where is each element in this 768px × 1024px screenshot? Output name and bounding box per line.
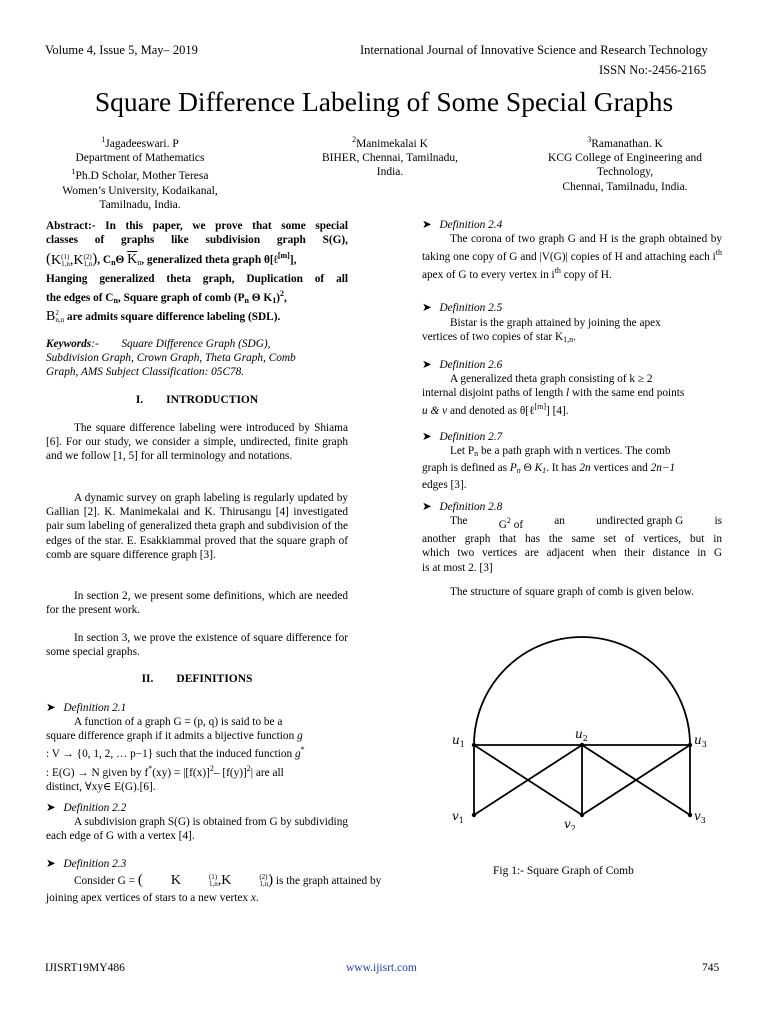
paper-title: Square Difference Labeling of Some Special Graphs [94, 86, 674, 117]
definition-2-8-label: ➤ Definition 2.8 [422, 501, 503, 513]
keywords: Keywords:- Square Difference Graph (SDG), Subdivision Graph, Crown Graph, Theta Graph, Comb Graph, AMS Subject Classification: 05C78. [46, 338, 296, 379]
intro-paragraph-3: In section 2, we present some definitions, which are needed for the present work. [46, 590, 348, 617]
intro-heading: I. INTRODUCTION [135, 394, 259, 406]
vertex-v3 [688, 813, 692, 817]
square-graph-of-comb-figure [440, 630, 720, 830]
definition-2-1-text: A function of a graph G = (p, q) is said to be a square difference graph if it admits a bijective function g : V → {0, 1, 2, … p−1} such that the induced function g* : E(G) → N given by $f^*(xy) = |[f(x)]^2-$ $[f(y)]^2|$ are all distinct, ∀xy∈ E(G).[6]. [46, 716, 305, 793]
author-3: $^3$Ramanathan. K KCG College of Engineering and Technology, Chennai, Tamilnadu, India. [548, 135, 702, 193]
vertex-label-v2: $v_2$ [564, 817, 576, 830]
definition-2-3-text: Consider G = ( K (1) 1,n ,K (2) 1,n ) is the graph attained by joining apex vertices of stars to a new vertex x. [46, 872, 382, 905]
structure-sentence: The structure of square graph of comb is given below. [450, 586, 694, 598]
definition-2-7-text: Let $P_n$ be a path graph with n vertices. The comb graph is defined as $P_n$ Θ $K_1$. It has 2n vertices and 2n−1 edges [3]. [422, 445, 676, 492]
vertex-u1 [472, 743, 476, 747]
footer-id: IJISRT19MY486 [45, 962, 125, 974]
figure-edges [474, 745, 690, 815]
definition-2-1-label: ➤ Definition 2.1 [46, 702, 127, 714]
vertex-label-u3: $u_3$ [694, 733, 707, 749]
vertex-u2 [580, 743, 584, 747]
vertex-v1 [472, 813, 476, 817]
definition-2-2-text: A subdivision graph S(G) is obtained from G by subdividing each edge of G with a vertex [4]. [46, 816, 348, 843]
definition-2-5-text: Bistar is the graph attained by joining the apex vertices of two copies of star $K_{1,n}$. [422, 317, 661, 345]
volume-info: Volume 4, Issue 5, May– 2019 [45, 43, 198, 57]
intro-paragraph-2: A dynamic survey on graph labeling is regularly updated by Gallian [2]. K. Manimekalai and K. Thirusangu [4] investigated pair sum labeling of generalized theta graph and subdivision of the edges of the star. E. Esakkiammal proved that the square graph of comb are square difference graph [3]. [46, 492, 348, 561]
definition-2-5-label: ➤ Definition 2.5 [422, 302, 503, 314]
vertex-label-v3: $v_3$ [694, 809, 706, 825]
definitions-heading: II. DEFINITIONS [141, 673, 253, 685]
definition-2-2-label: ➤ Definition 2.2 [46, 802, 127, 814]
author-2: $^2$Manimekalai K BIHER, Chennai, Tamilnadu, India. [321, 135, 458, 179]
issn: ISSN No:-2456-2165 [599, 63, 707, 77]
definition-2-4-label: ➤ Definition 2.4 [422, 219, 503, 231]
definition-2-8-text: The $G^2$ of an undirected graph G is another graph that has the same set of vertices, but in which two vertices are adjacent when their distance in G is at most 2. [3] [422, 515, 722, 574]
vertex-v2 [580, 813, 584, 817]
vertex-label-u2: $u_2$ [575, 727, 588, 743]
author-1: $^1$Jagadeeswari. P Department of Mathematics $^1$Ph.D Scholar, Mother Teresa Women’s University, Kodaikanal, Tamilnadu, India. [62, 135, 218, 211]
footer-website-link[interactable]: www.ijisrt.com [346, 962, 417, 974]
definition-2-4-text: The corona of two graph G and H is the graph obtained by taking one copy of G and |V(G)| copies of H and attaching each $i^{th}$ apex of G to every vertex in $i^{th}$ copy of H. [422, 233, 722, 282]
vertex-label-v1: $v_1$ [452, 809, 464, 825]
definition-2-7-label: ➤ Definition 2.7 [422, 431, 503, 443]
figure-labels [452, 727, 707, 830]
intro-paragraph-1: The square difference labeling were introduced by Shiama [6]. For our study, we consider a simple, undirected, finite graph and we follow [1, 5] for all terminology and notations. [46, 422, 348, 463]
figure-caption: Fig 1:- Square Graph of Comb [493, 865, 634, 877]
definition-2-6-text: A generalized theta graph consisting of k ≥ 2 internal disjoint paths of length l with the same end points u & v and denoted as θ[ℓ[m]] [4]. [422, 373, 685, 418]
intro-paragraph-4: In section 3, we prove the existence of square difference for some special graphs. [46, 632, 348, 659]
definition-2-6-label: ➤ Definition 2.6 [422, 359, 503, 371]
definition-2-3-label: ➤ Definition 2.3 [46, 858, 127, 870]
journal-name: International Journal of Innovative Science and Research Technology [360, 43, 708, 57]
abstract: Abstract:- In this paper, we prove that some special classes of graphs like subdivision graph S(G), (K (1) 1,n ,K (2) 1,n ), $C_n\Theta$ $\overline{K}_n$, generalized theta graph θ[ℓ[m]], Hanging generalized theta graph, Duplication of all the edges of $C_n$, Square graph of comb ($P_n$ Θ $K_1)^2$, B 2 n,n are admits square difference labeling (SDL). [46, 220, 348, 325]
vertex-u3 [688, 743, 692, 747]
vertex-label-u1: $u_1$ [452, 733, 465, 749]
page-number: 745 [702, 962, 720, 974]
